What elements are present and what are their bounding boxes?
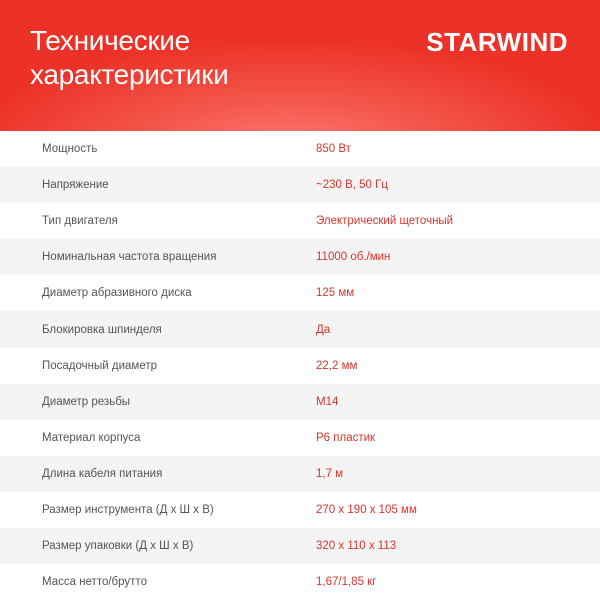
spec-row — [0, 564, 600, 600]
title-line-2: характеристики — [30, 59, 229, 90]
spec-value: 850 Вт — [316, 143, 351, 156]
specs-table — [0, 131, 600, 600]
spec-row — [0, 311, 600, 347]
spec-label: Тип двигателя — [42, 215, 118, 228]
spec-value: 125 мм — [316, 287, 355, 300]
spec-label: Посадочный диаметр — [42, 359, 157, 372]
spec-row — [0, 167, 600, 203]
spec-label: Размер упаковки (Д х Ш х В) — [42, 540, 194, 553]
brand-logo: STARWIND — [426, 27, 568, 57]
spec-label: Мощность — [42, 143, 98, 156]
spec-value: 11000 об./мин — [316, 251, 391, 264]
spec-label: Диаметр резьбы — [42, 395, 131, 408]
spec-label: Размер инструмента (Д х Ш х В) — [42, 503, 214, 516]
spec-row — [0, 456, 600, 492]
spec-value: Р6 пластик — [316, 431, 376, 444]
spec-value: Электрический щеточный — [316, 215, 454, 228]
page-title — [30, 24, 228, 92]
spec-row — [0, 275, 600, 311]
title-line-1: Технические — [30, 25, 190, 56]
spec-row — [0, 131, 600, 167]
spec-value: ~230 В, 50 Гц — [316, 179, 388, 192]
spec-label: Длина кабеля питания — [42, 467, 163, 480]
spec-row — [0, 239, 600, 275]
spec-label: Напряжение — [42, 179, 109, 192]
spec-row — [0, 203, 600, 239]
spec-value: 270 х 190 х 105 мм — [316, 503, 417, 516]
spec-value: 1,67/1,85 кг — [316, 576, 377, 589]
spec-row — [0, 528, 600, 564]
spec-row — [0, 348, 600, 384]
spec-value: Да — [316, 323, 331, 336]
header-banner — [0, 0, 600, 131]
spec-label: Материал корпуса — [42, 431, 141, 444]
spec-label: Блокировка шпинделя — [42, 323, 162, 336]
spec-value: 1,7 м — [316, 467, 344, 480]
spec-value: 22,2 мм — [316, 359, 358, 372]
spec-value: 320 х 110 х 113 — [316, 540, 397, 553]
spec-value: М14 — [316, 395, 339, 408]
spec-row — [0, 384, 600, 420]
spec-label: Номинальная частота вращения — [42, 251, 217, 264]
spec-row — [0, 492, 600, 528]
spec-row — [0, 420, 600, 456]
spec-label: Диаметр абразивного диска — [42, 287, 192, 300]
spec-label: Масса нетто/брутто — [42, 576, 147, 589]
